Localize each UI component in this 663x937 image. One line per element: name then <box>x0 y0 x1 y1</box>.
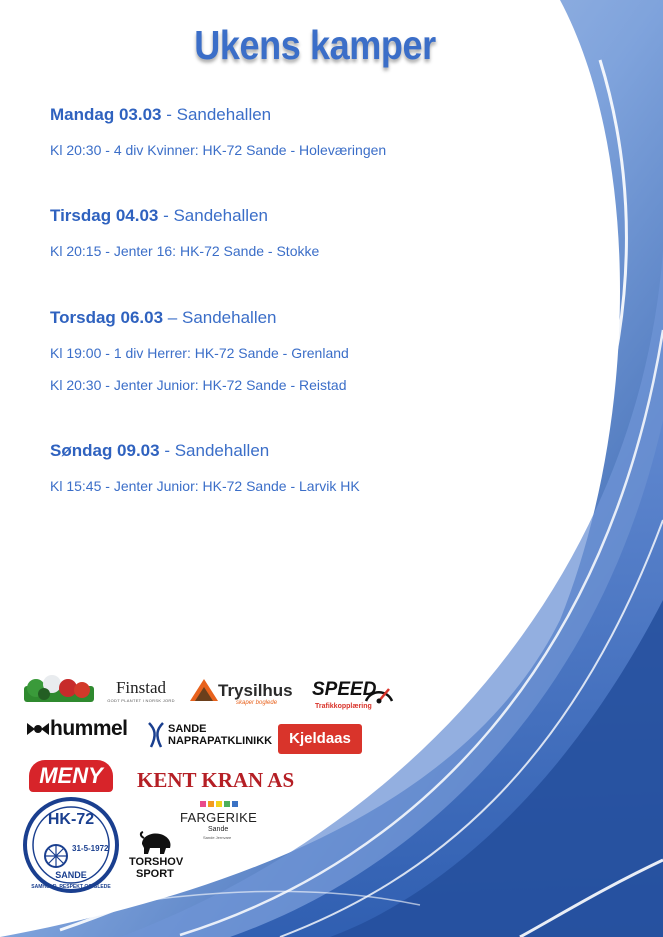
day-block-tuesday <box>50 206 570 259</box>
day-block-sunday <box>50 441 570 494</box>
bison-icon <box>138 830 174 856</box>
fargerike-color-squares <box>200 801 240 809</box>
match-line: Kl 15:45 - Jenter Junior: HK-72 Sande - Larvik HK <box>50 478 360 494</box>
speedometer-icon <box>362 679 396 705</box>
kjeldaas-logo: Kjeldaas <box>278 724 362 754</box>
speed-name: SPEED <box>312 679 377 700</box>
hummel-name: hummel <box>50 717 128 740</box>
hk72-date: 31-5-1972 <box>72 844 109 853</box>
speed-tagline: Trafikkopplæring <box>315 703 372 710</box>
naprapat-figure-icon <box>145 721 167 749</box>
page-title: Ukens kamper <box>194 22 436 68</box>
trysilhus-tagline: skaper boglede <box>236 700 278 706</box>
match-line: Kl 19:00 - 1 div Herrer: HK-72 Sande - Grenland <box>50 345 349 361</box>
hk72-name: HK-72 <box>47 811 95 828</box>
naprapat-line1: SANDE <box>168 723 207 735</box>
day-heading: Søndag 09.03 - Sandehallen <box>50 441 270 460</box>
hk72-town: SANDE <box>55 870 87 880</box>
match-line: Kl 20:15 - Jenter 16: HK-72 Sande - Stokke <box>50 243 320 259</box>
torshov-line1: TORSHOV <box>129 856 184 868</box>
fargerike-sub: Sande Jernvare <box>203 835 232 840</box>
meny-logo: MENY <box>29 760 113 792</box>
vegetables-logo <box>22 674 96 706</box>
torshov-line2: SPORT <box>136 868 174 880</box>
naprapat-line2: NAPRAPATKLINIKK <box>168 735 273 747</box>
day-block-thursday <box>50 308 570 393</box>
fargerike-name: FARGERIKE <box>180 810 258 825</box>
finstad-logo: Finstad GODT PLANTET I NORSK JORD <box>107 678 175 703</box>
kentkran-logo: KENT KRAN AS <box>137 768 295 792</box>
day-heading: Tirsdag 04.03 - Sandehallen <box>50 206 268 225</box>
trysilhus-mountain-icon <box>189 677 219 703</box>
hummel-bee-icon <box>25 719 51 739</box>
day-block-monday <box>50 105 570 158</box>
hk72-logo <box>22 796 120 894</box>
hk72-motto: SAMHOLD, RESPEKT OG GLEDE <box>31 884 111 890</box>
match-line: Kl 20:30 - Jenter Junior: HK-72 Sande - Reistad <box>50 377 347 393</box>
match-line: Kl 20:30 - 4 div Kvinner: HK-72 Sande - Holeværingen <box>50 142 387 158</box>
day-heading: Mandag 03.03 - Sandehallen <box>50 105 272 124</box>
trysilhus-name: Trysilhus <box>218 681 293 700</box>
fargerike-city: Sande <box>208 826 229 833</box>
day-heading: Torsdag 06.03 – Sandehallen <box>50 308 277 327</box>
